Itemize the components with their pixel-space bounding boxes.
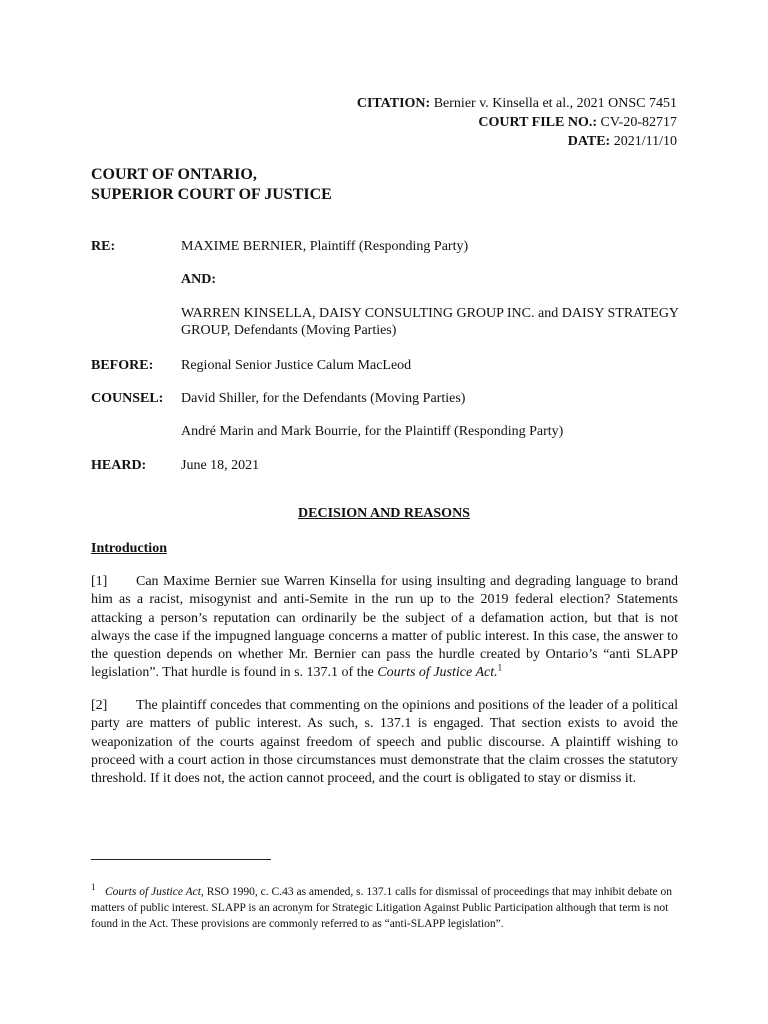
counsel-label: COUNSEL: [91,391,164,406]
footnote-divider [91,859,271,860]
paragraph-number: [2] [91,698,108,713]
citation-value: Bernier v. Kinsella et al., 2021 ONSC 7451 [433,96,677,111]
before-label: BEFORE: [91,358,154,373]
date-value: 2021/11/10 [613,134,677,149]
date-line: DATE: 2021/11/10 [567,134,677,149]
citation-line: CITATION: Bernier v. Kinsella et al., 2021 ONSC 7451 [356,96,677,111]
footnote-text: RSO 1990, c. C.43 as amended, s. 137.1 calls for dismissal of proceedings that may inhibit debate on matters of public interest. SLAPP is an acronym for Strategic Litigation Against Public Participation although that term is not found in the Act. These provisions are commonly referred to as “anti-SLAPP legislation”. [91,886,673,930]
plaintiff-name: MAXIME BERNIER, Plaintiff (Responding Party) [181,239,469,254]
citation-header [357,94,677,151]
court-file-value: CV-20-82717 [600,115,677,130]
court-file-line: COURT FILE NO.: CV-20-82717 [478,115,677,130]
decision-heading: DECISION AND REASONS [298,506,470,521]
paragraph-text: Can Maxime Bernier sue Warren Kinsella for using insulting and degrading language to brand him as a racist, misogynist and anti-Semite in the run up to the 2019 federal election? Statements attacking a person’s reputation can ordinarily be the subject of a defamation action, but that is not always the case if the impugned language concerns a matter of public interest. In this case, the answer to the question depends on whether Mr. Bernier can pass the hurdle created by Ontario’s “anti SLAPP legislation”. That hurdle is found in s. 137.1 of the [91,574,678,681]
counsel-plaintiff: André Marin and Mark Bourrie, for the Plaintiff (Responding Party) [181,424,564,439]
heard-label: HEARD: [91,458,147,473]
paragraph-text: The plaintiff concedes that commenting on the opinions and positions of the leader of a political party are matters of public interest. As such, s. 137.1 is engaged. That section exists to avoid the weaponization of the courts against freedom of speech and public discourse. A plaintiff wishing to proceed with a court action in those circumstances must demonstrate that the claim crosses the statutory threshold. If it does not, the action cannot proceed, and the court is obligated to stay or dismiss it. [91,698,678,787]
before-value: Regional Senior Justice Calum MacLeod [181,358,412,373]
and-label: AND: [181,272,216,287]
introduction-heading: Introduction [91,541,167,556]
footnote-reference[interactable]: 1 [497,662,503,673]
heard-value: June 18, 2021 [181,458,260,473]
court-title-line2: SUPERIOR COURT OF JUSTICE [91,186,332,203]
court-title [91,165,332,205]
footnote-1: 1 Courts of Justice Act, RSO 1990, c. C.43 as amended, s. 137.1 calls for dismissal of proceedings that may inhibit debate on matters of public interest. SLAPP is an acronym for Strategic Litigation Against Public Participation although that term is not found in the Act. These provisions are commonly referred to as “anti-SLAPP legislation”. [91,882,673,930]
re-label: RE: [91,239,116,254]
defendants-names: WARREN KINSELLA, DAISY CONSULTING GROUP INC. and DAISY STRATEGY GROUP, Defendants (Moving Parties) [181,306,679,338]
paragraph-2 [91,697,678,788]
court-title-line1: COURT OF ONTARIO, [91,166,257,183]
statute-name: Courts of Justice Act. [377,665,498,681]
footnote-statute: Courts of Justice Act, [105,886,204,898]
paragraph-1 [91,573,678,683]
counsel-defendants: David Shiller, for the Defendants (Moving Parties) [181,391,466,406]
paragraph-number: [1] [91,574,108,589]
